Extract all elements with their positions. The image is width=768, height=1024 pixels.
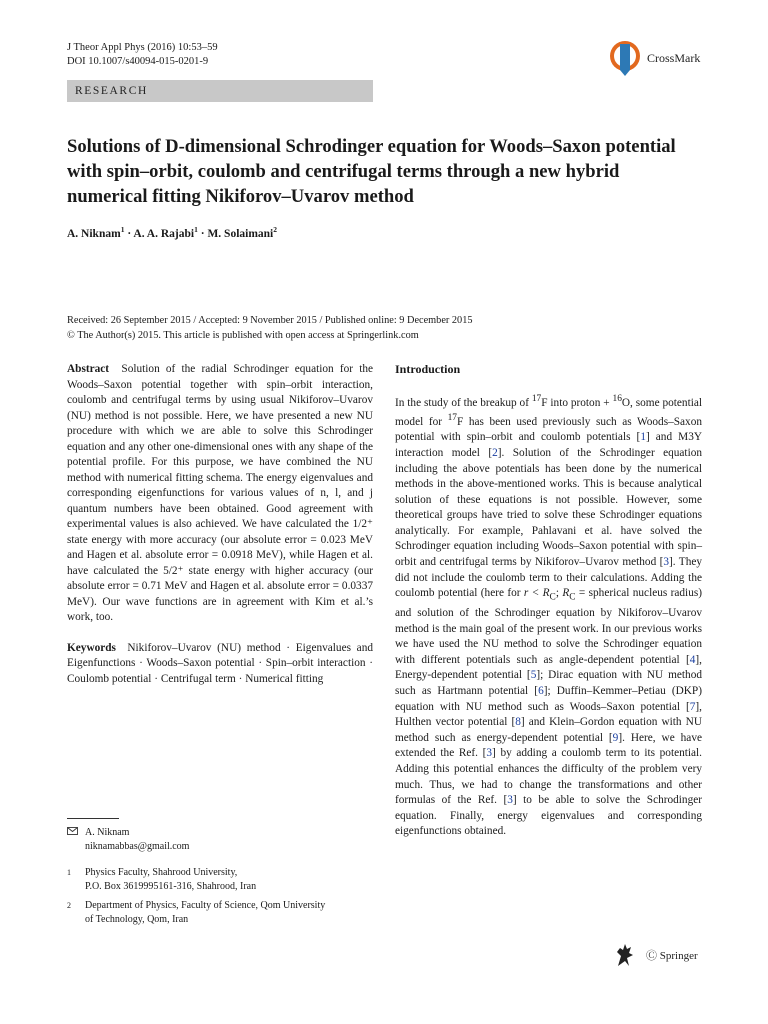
right-column <box>395 362 702 840</box>
text-run: ], Energy-dependent potential [ <box>395 653 702 682</box>
dates-line: Received: 26 September 2015 / Accepted: 9 November 2015 / Published online: 9 December 2015 <box>67 315 473 326</box>
text-run: ]; Dirac equation with NU method such as Hartmann potential [ <box>395 669 702 698</box>
publisher-name: Ⓒ Springer <box>646 950 698 962</box>
math-expression: R <box>562 587 570 600</box>
author-name[interactable]: M. Solaimani <box>207 227 274 240</box>
citation-link[interactable]: 5 <box>530 669 537 682</box>
text-run: = spherical nucleus radius) and solution of the Schrodinger equation by Nikiforov–Uvarov method is the main goal of the present work. In our previous works we have used the NU method to solve the Schrodinger equation with different potentials such as angle-dependent potential [ <box>395 587 703 666</box>
citation-link[interactable]: 3 <box>486 747 493 760</box>
text-run: ] by adding a coulomb term to its potential. Adding this potential enhances the difficulty of the problem very much. Thus, we had to change the transformations and other formulas of the Ref. [ <box>395 747 702 807</box>
text-run: ] to be able to solve the Schrodinger equation. Finally, energy eigenvalues and corresponding eigenfunctions obtained. <box>395 794 703 838</box>
crossmark-label: CrossMark <box>647 50 701 65</box>
corresponding-author: A. Niknam <box>85 827 130 838</box>
affiliation-1 <box>67 866 373 893</box>
abstract-label: Abstract <box>67 363 110 375</box>
isotope-mass: 17 <box>447 412 457 423</box>
abstract-text: Solution of the radial Schrodinger equation for the Woods–Saxon potential together with spin–orbit interaction, coulomb and centrifugal terms by using usual Nikiforov–Uvarov (NU) method is not possible. Here, we have presented a new NU procedure with which we are able to solve this Schrodinger equation and any other one-dimensional ones with any shape of the potential profile. For this purpose, we have combined the NU method with numerical fitting schema. The energy eigenvalues and corresponding eigenfunctions for various values of n, l, and j quantum numbers have been obtained. Good agreement with experimental values is also achieved. We have calculated the 1/2⁺ state energy with more accuracy (our absolute error = 0.023 MeV and Hagen et al. absolute error = 0.0918 MeV), while Hagen et al. have calculated the 5/2⁺ state energy with higher accuracy (our absolute error = 0.71 MeV and Hagen et al. absolute error = 0.0337 MeV). Our wave functions are in agreement with Kim et al.’s work, too. <box>67 363 374 623</box>
article-title: Solutions of D-dimensional Schrodinger equation for Woods–Saxon potential with spin–orbit, coulomb and centrifugal terms through a new hybrid numerical fitting Nikiforov–Uvarov method <box>67 136 676 207</box>
affiliation-mark: 2 <box>67 901 71 910</box>
text-run: In the study of the breakup of <box>395 396 532 409</box>
text-run: ] and M3Y interaction model [ <box>395 431 703 459</box>
journal-info <box>67 41 218 69</box>
publication-history <box>67 314 473 343</box>
author-name[interactable]: A. Niknam <box>67 227 121 240</box>
text-run: F into proton + <box>541 396 613 409</box>
affiliation-line: Physics Faculty, Shahrood University, <box>85 867 238 878</box>
citation-link[interactable]: 2 <box>492 446 498 459</box>
introduction-text <box>395 392 702 840</box>
springer-horse-icon <box>614 942 636 968</box>
affiliation-line: P.O. Box 3619995161-316, Shahrood, Iran <box>85 880 257 892</box>
journal-doi[interactable]: DOI 10.1007/s40094-015-0201-9 <box>67 56 209 67</box>
text-run: ] and Klein–Gordon equation with NU method such as energy-dependent potential [ <box>395 716 702 744</box>
author-name[interactable]: A. A. Rajabi <box>133 227 195 240</box>
publisher-label: Springer <box>659 950 698 962</box>
footnote-divider <box>67 818 119 819</box>
left-column <box>67 362 373 687</box>
affiliation-line: of Technology, Qom, Iran <box>85 913 189 925</box>
citation-link[interactable]: 4 <box>689 653 696 666</box>
license-line: © The Author(s) 2015. This article is published with open access at Springerlink.com <box>67 329 419 341</box>
isotope-mass: 17 <box>531 393 542 404</box>
affiliation-line: Department of Physics, Faculty of Science, Qom University <box>85 900 326 911</box>
text-run: F has been used previously such as Woods–Saxon potential with spin–orbit and coulomb potentials [ <box>395 415 702 444</box>
section-label-bar <box>67 80 373 102</box>
keywords-text: Nikiforov–Uvarov (NU) method · Eigenvalues and Eigenfunctions · Woods–Saxon potential · Spin–orbit interaction · Coulomb potential · Centrifugal term · Numerical fitting <box>67 641 373 685</box>
keywords <box>67 641 373 688</box>
citation-link[interactable]: 6 <box>538 685 544 698</box>
author-separator: · <box>197 227 208 240</box>
affiliation-mark: 1 <box>67 868 71 877</box>
introduction-heading: Introduction <box>395 362 461 376</box>
email-icon <box>67 826 85 853</box>
crossmark-icon <box>608 38 642 78</box>
citation-link[interactable]: 3 <box>663 556 670 569</box>
math-subscript: C <box>569 592 576 603</box>
text-run: ]; Duffin–Kemmer–Petiau (DKP) equation with NU method such as Woods–Saxon potential [ <box>395 685 702 713</box>
correspondence-block <box>67 826 373 853</box>
math-expression: r < R <box>523 587 550 600</box>
publisher-footer <box>614 942 698 968</box>
author-affiliation-mark: 1 <box>194 225 198 234</box>
citation-link[interactable]: 9 <box>612 731 619 744</box>
citation-link[interactable]: 3 <box>507 794 513 807</box>
text-run: ], Hulthen vector potential [ <box>395 700 702 729</box>
citation-link[interactable]: 1 <box>640 431 646 444</box>
section-label: RESEARCH <box>75 85 148 97</box>
author-separator: · <box>124 227 134 240</box>
abstract <box>67 362 373 626</box>
author-affiliation-mark: 2 <box>273 225 277 234</box>
text-run: O, some potential model for <box>395 396 702 428</box>
journal-citation: J Theor Appl Phys (2016) 10:53–59 <box>67 42 218 53</box>
math-subscript: C <box>549 592 556 603</box>
citation-link[interactable]: 7 <box>689 700 696 713</box>
text-run: ; <box>555 587 563 600</box>
isotope-mass: 16 <box>612 393 622 404</box>
crossmark-badge[interactable] <box>608 38 718 78</box>
text-run: ]. Here, we have extended the Ref. [ <box>395 731 702 760</box>
keywords-label: Keywords <box>67 641 116 654</box>
text-run: ]. They did not include the coulomb term to their calculations. Adding the coulomb potential (here for <box>395 556 703 600</box>
affiliation-2 <box>67 899 373 926</box>
citation-link[interactable]: 8 <box>515 716 521 729</box>
author-affiliation-mark: 1 <box>120 225 125 234</box>
text-run: ]. Solution of the Schrodinger equation including the above potentials has been done by the numerical methods in the above-mentioned works. This is because analytical solution of these equations is not possible. However, some theoretical groups have tried to solve these Schrodinger equations analytically. For example, Pahlavani et al. have solved the Schrodinger equation including Woods–Saxon potential with spin–orbit and centrifugal terms by Nikiforov–Uvarov method [ <box>395 446 703 569</box>
corresponding-email[interactable]: niknamabbas@gmail.com <box>85 840 190 852</box>
author-list <box>67 225 277 240</box>
